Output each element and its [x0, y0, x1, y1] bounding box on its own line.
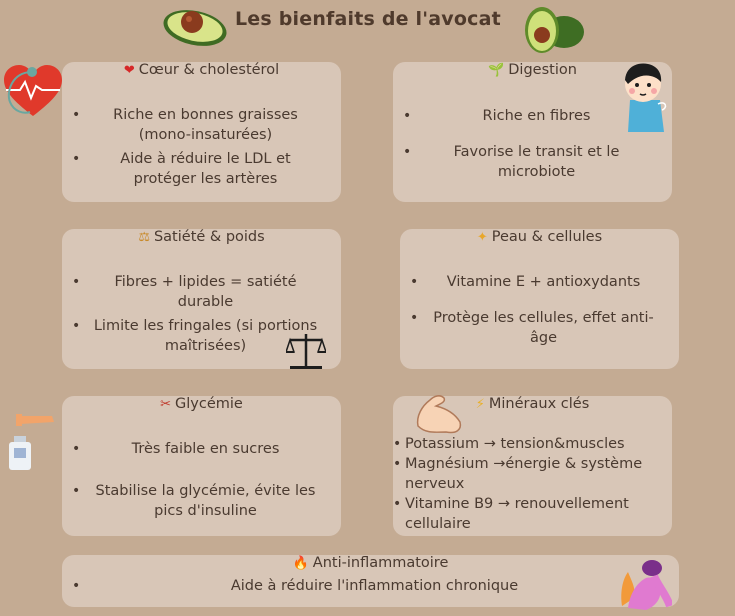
- list-item: • Fibres + lipides = satiété durable: [62, 272, 341, 312]
- list-item: • Très faible en sucres: [62, 439, 341, 459]
- scale-icon: ⚖: [138, 230, 150, 245]
- heart-icon: ❤: [123, 63, 135, 78]
- fire-icon: 🔥: [292, 556, 309, 571]
- sprout-icon: 🌱: [488, 63, 505, 78]
- card-title: Anti-inflammatoire: [312, 555, 449, 571]
- flexed-arm-icon: [414, 390, 464, 438]
- card-title: Digestion: [508, 62, 577, 78]
- card-title: Minéraux clés: [488, 396, 590, 412]
- lightning-icon: ⚡: [475, 397, 485, 412]
- list-item: • Limite les fringales (si portions maîtrisées): [62, 316, 341, 356]
- list-item: • Favorise le transit et le microbiote: [393, 142, 672, 182]
- person-stomach-icon: [618, 60, 672, 134]
- balance-scale-icon: [286, 330, 326, 372]
- list-item: • Vitamine E + antioxydants: [400, 272, 679, 292]
- list-item: • Riche en fibres: [393, 106, 672, 126]
- heart-stethoscope-icon: [2, 62, 64, 120]
- list-item: • Vitamine B9 → renouvellement cellulaire: [393, 494, 672, 534]
- list-item: • Protège les cellules, effet anti-âge: [400, 308, 679, 348]
- list-item: • Aide à réduire le LDL et protéger les artères: [62, 149, 341, 189]
- list-item: • Magnésium →énergie & système nerveux: [393, 454, 672, 494]
- page-title: Les bienfaits de l'avocat: [235, 8, 501, 30]
- card-anti-inflammatoire: [62, 555, 679, 607]
- card-glycemie: [62, 396, 341, 536]
- list-item: • Riche en bonnes graisses (mono-insaturées): [62, 105, 341, 145]
- list-item: • Stabilise la glycémie, évite les pics d'insuline: [62, 481, 341, 521]
- card-title: Cœur & cholestérol: [138, 62, 280, 78]
- card-title: Satiété & poids: [153, 229, 265, 245]
- avocado-half-icon: [162, 4, 230, 48]
- card-peau-cellules: [400, 229, 679, 369]
- list-item: • Aide à réduire l'inflammation chronique: [62, 576, 679, 596]
- syringe-icon: ✂: [160, 397, 172, 412]
- insulin-pen-icon: [6, 408, 58, 472]
- inflamed-knee-icon: [616, 558, 672, 612]
- sparkle-icon: ✦: [476, 230, 488, 245]
- list-item: • Potassium → tension&muscles: [393, 434, 672, 454]
- avocado-whole-icon: [522, 4, 586, 54]
- card-title: Peau & cellules: [491, 229, 603, 245]
- card-coeur-cholesterol: [62, 62, 341, 202]
- card-title: Glycémie: [175, 396, 243, 412]
